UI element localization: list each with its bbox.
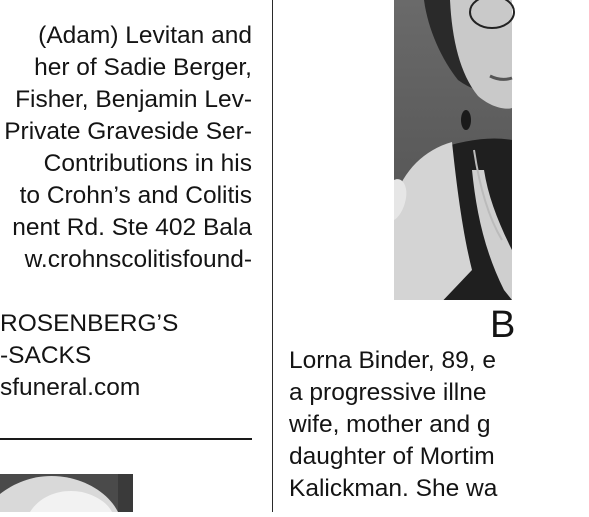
obituary-portrait-photo <box>0 474 133 512</box>
obituary-text-line: Kalickman. She wa <box>289 475 498 502</box>
obituary-text-line: w.crohnscolitisfound- <box>24 246 252 273</box>
obituary-name-heading: B <box>490 304 516 346</box>
portrait-photo-image <box>0 474 133 512</box>
obituary-text-line: Private Graveside Ser- <box>4 118 252 145</box>
obituary-text-line: wife, mother and g <box>289 411 491 438</box>
obituary-text-line: daughter of Mortim <box>289 443 495 470</box>
funeral-home-name: -SACKS <box>0 342 92 369</box>
left-obituary-column <box>0 0 252 512</box>
obituary-text-line: to Crohn’s and Colitis <box>19 182 252 209</box>
funeral-home-name: ROSENBERG’S <box>0 310 179 337</box>
obituary-text-line: a progressive illne <box>289 379 487 406</box>
right-obituary-column <box>289 0 516 512</box>
obituary-text-line: (Adam) Levitan and <box>38 22 252 49</box>
obituary-text-line: Fisher, Benjamin Lev- <box>15 86 252 113</box>
column-divider-rule <box>272 0 273 512</box>
obituary-text-line: Lorna Binder, 89, e <box>289 347 497 374</box>
funeral-home-website: sfuneral.com <box>0 374 141 401</box>
obituary-text-line: her of Sadie Berger, <box>34 54 252 81</box>
obituary-text-line: nent Rd. Ste 402 Bala <box>12 214 252 241</box>
obituary-text-line: Contributions in his <box>43 150 252 177</box>
section-divider-rule <box>0 438 252 440</box>
